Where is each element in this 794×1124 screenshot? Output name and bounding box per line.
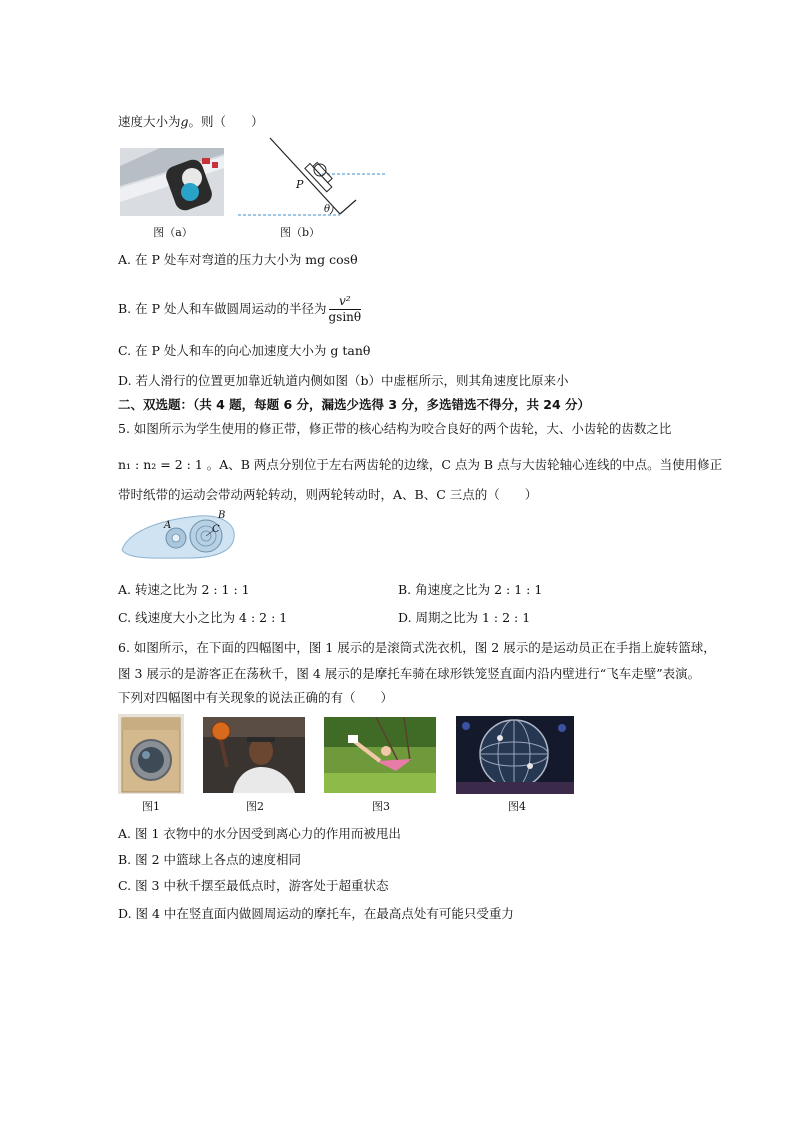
basketball-player-image — [203, 717, 305, 793]
q6-stem-line-3: 下列对四幅图中有关现象的说法正确的有（ ） — [118, 690, 394, 705]
q4-option-b-text: B. 在 P 处人和车做圆周运动的半径为 — [118, 301, 327, 316]
figure-b-label-theta: θ — [324, 204, 331, 215]
q5-stem-line-2: n₁ : n₂ = 2 : 1 。A、B 两点分别位于左右两齿轮的边缘，C 点为 B 点与大齿轮轴心连线的中点。当使用修正 — [118, 457, 723, 472]
figure-4-caption: 图4 — [508, 800, 526, 813]
q5-option-c: C. 线速度大小之比为 4 : 2 : 1 — [118, 610, 288, 625]
q5-stem-line-1: 5. 如图所示为学生使用的修正带，修正带的核心结构为咬合良好的两个齿轮，大、小齿轮的齿数之比 — [118, 421, 672, 436]
q4-stem-text: 速度大小为 — [118, 114, 181, 129]
washing-machine-image — [118, 714, 184, 794]
figure-a-photo — [120, 148, 224, 216]
q6-option-a: A. 图 1 衣物中的水分因受到离心力的作用而被甩出 — [118, 826, 401, 841]
figure-1-caption: 图1 — [142, 800, 160, 813]
q6-stem-line-2: 图 3 展示的是游客正在荡秋千，图 4 展示的是摩托车骑在球形铁笼竖直面内沿内壁进行“飞车走壁”表演。 — [118, 666, 701, 681]
q6-option-c: C. 图 3 中秋千摆至最低点时，游客处于超重状态 — [118, 878, 389, 893]
q4-stem-tail — [118, 114, 264, 130]
correction-tape-label-c: C — [212, 524, 220, 535]
q6-option-b: B. 图 2 中篮球上各点的速度相同 — [118, 852, 302, 867]
q4-stem-g: g — [180, 114, 189, 129]
figure-3-caption: 图3 — [372, 800, 390, 813]
correction-tape-label-a: A — [164, 520, 172, 531]
q6-stem-line-1: 6. 如图所示，在下面的四幅图中，图 1 展示的是滚筒式洗衣机，图 2 展示的是运动员正在手指上旋转篮球， — [118, 640, 716, 655]
q5-option-a: A. 转速之比为 2 : 1 : 1 — [118, 582, 250, 597]
q4-option-b — [118, 294, 361, 325]
q5-stem-line-3: 带时纸带的运动会带动两轮转动，则两轮转动时，A、B、C 三点的（ ） — [118, 487, 538, 502]
motorcycle-globe-image — [456, 716, 574, 794]
figure-2-basketball — [203, 717, 305, 793]
correction-tape-label-b: B — [218, 510, 226, 521]
correction-tape-figure — [118, 510, 240, 562]
luge-rider-image — [120, 148, 224, 216]
q4-option-b-numerator: v² — [329, 294, 362, 310]
figure-b-label-p: P — [296, 178, 304, 191]
figure-1-washing-machine — [118, 714, 184, 794]
q4-option-b-denominator: gsinθ — [328, 310, 362, 324]
figure-b-caption: 图（b） — [279, 226, 321, 239]
q5-option-d: D. 周期之比为 1 : 2 : 1 — [398, 610, 531, 625]
q4-option-b-fraction — [329, 294, 362, 325]
figure-2-caption: 图2 — [246, 800, 264, 813]
q4-option-c: C. 在 P 处人和车的向心加速度大小为 g tanθ — [118, 343, 371, 358]
q6-option-d: D. 图 4 中在竖直面内做圆周运动的摩托车，在最高点处有可能只受重力 — [118, 906, 514, 921]
figure-a-caption: 图（a） — [153, 226, 193, 239]
q4-stem-end: 。则（ ） — [188, 114, 264, 129]
banked-track-diagram — [236, 134, 396, 224]
q5-option-b: B. 角速度之比为 2 : 1 : 1 — [398, 582, 543, 597]
figure-4-globe-of-death — [456, 716, 574, 794]
section-2-heading: 二、双选题：（共 4 题，每题 6 分，漏选少选得 3 分，多选错选不得分，共 24 分） — [118, 397, 591, 412]
q4-option-a: A. 在 P 处车对弯道的压力大小为 mg cosθ — [118, 252, 358, 267]
swing-image — [324, 717, 436, 793]
q4-option-d: D. 若人滑行的位置更加靠近轨道内侧如图（b）中虚框所示，则其角速度比原来小 — [118, 373, 569, 388]
figure-3-swing — [324, 717, 436, 793]
figure-b-diagram — [236, 134, 396, 224]
